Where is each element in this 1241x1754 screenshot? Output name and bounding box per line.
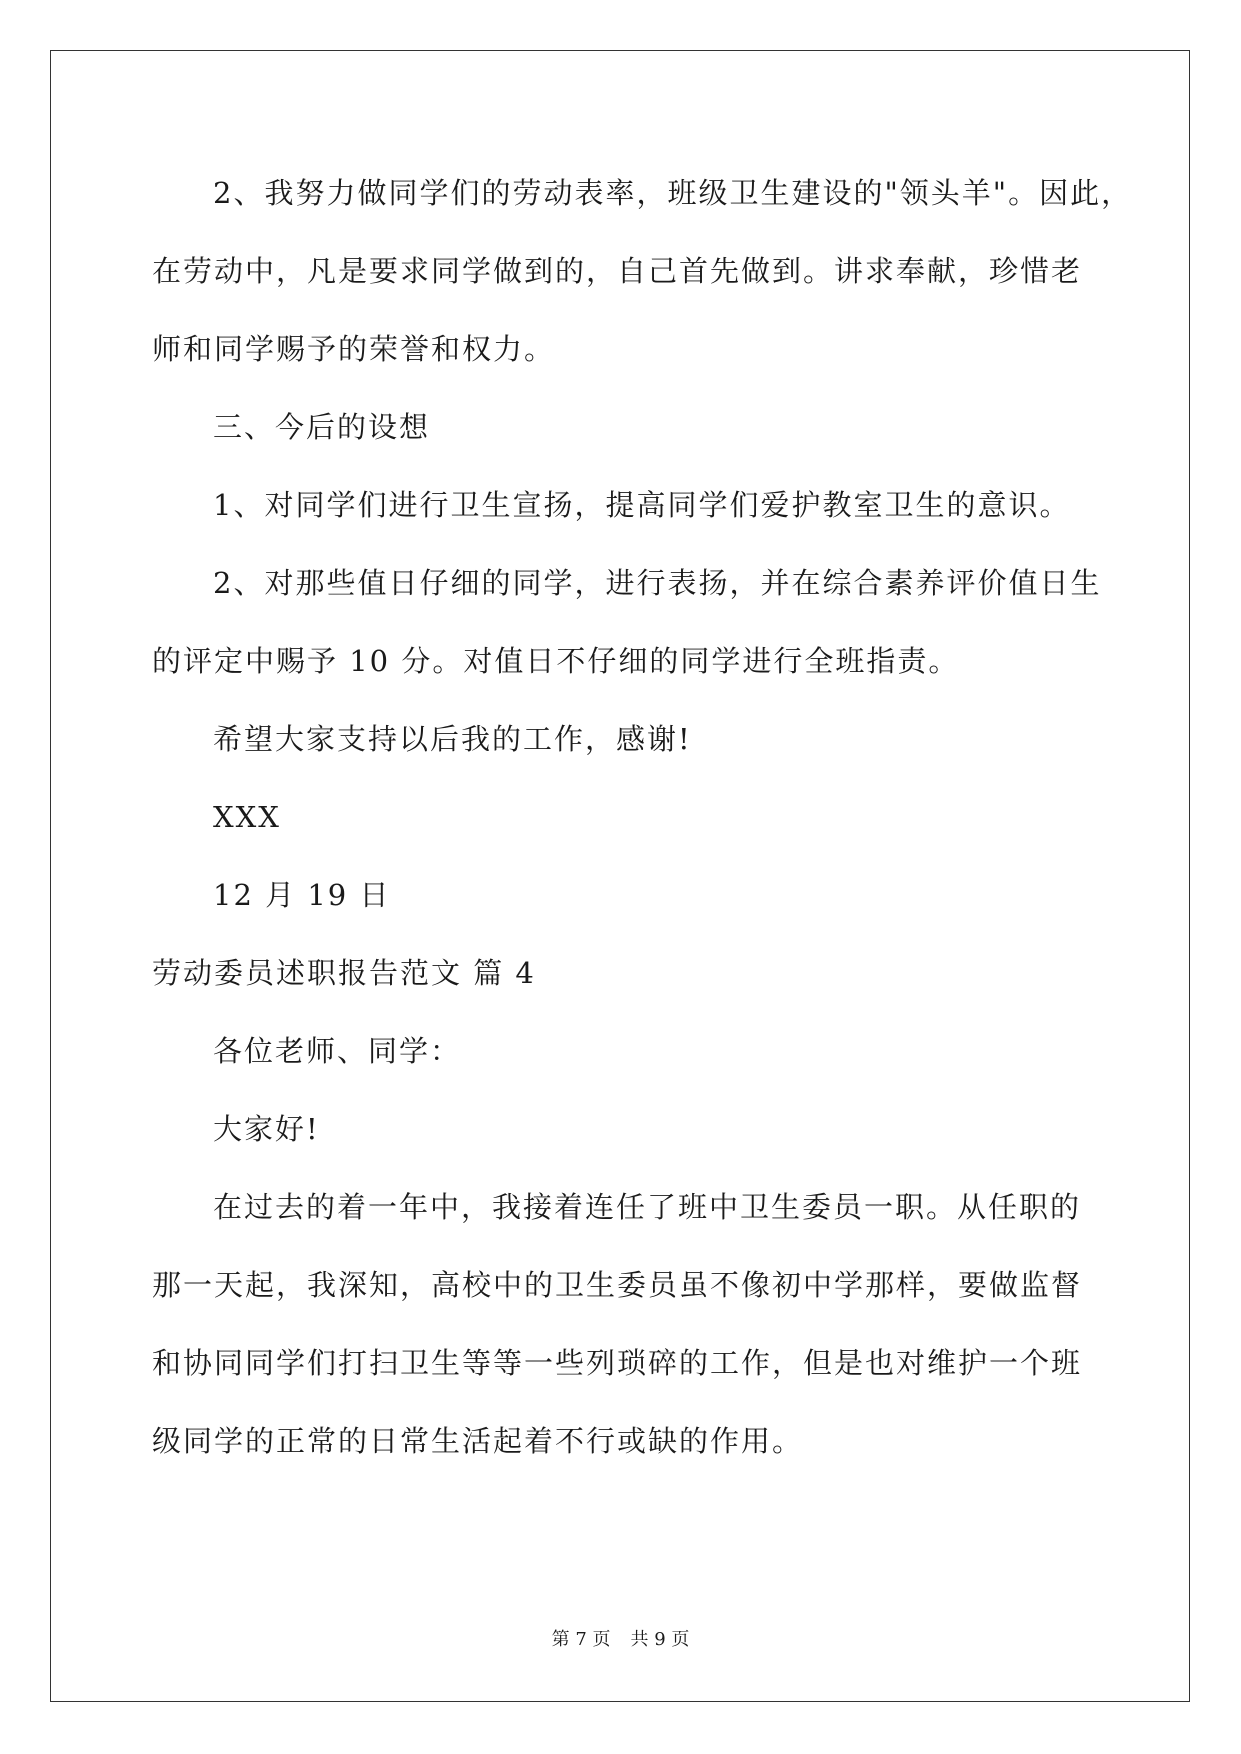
salutation: 各位老师、同学： (213, 1034, 462, 1068)
paragraph-line: 的评定中赐予 10 分。对值日不仔细的同学进行全班指责。 (152, 644, 960, 678)
greeting: 大家好! (213, 1112, 320, 1146)
article-title: 劳动委员述职报告范文 篇 4 (152, 956, 536, 990)
paragraph-line: 2、对那些值日仔细的同学，进行表扬，并在综合素养评价值日生 (213, 566, 1102, 600)
paragraph-line: 希望大家支持以后我的工作，感谢! (213, 722, 692, 756)
page-footer (0, 1628, 1241, 1652)
section-heading: 三、今后的设想 (213, 410, 431, 444)
current-page-label: 第 7 页 (551, 1629, 611, 1650)
paragraph-line: 在过去的着一年中，我接着连任了班中卫生委员一职。从任职的 (213, 1190, 1082, 1224)
paragraph-line: 级同学的正常的日常生活起着不行或缺的作用。 (152, 1424, 804, 1458)
signature-date: 12 月 19 日 (213, 878, 391, 912)
paragraph-line: 2、我努力做同学们的劳动表率，班级卫生建设的"领头羊"。因此， (213, 176, 1133, 210)
total-pages-label: 共 9 页 (630, 1629, 690, 1650)
signature-name: XXX (213, 800, 281, 834)
paragraph-line: 1、对同学们进行卫生宣扬，提高同学们爱护教室卫生的意识。 (213, 488, 1071, 522)
paragraph-line: 那一天起，我深知，高校中的卫生委员虽不像初中学那样，要做监督 (152, 1268, 1083, 1302)
paragraph-line: 在劳动中，凡是要求同学做到的，自己首先做到。讲求奉献，珍惜老 (152, 254, 1083, 288)
paragraph-line: 和协同同学们打扫卫生等等一些列琐碎的工作，但是也对维护一个班 (152, 1346, 1083, 1380)
paragraph-line: 师和同学赐予的荣誉和权力。 (152, 332, 556, 366)
